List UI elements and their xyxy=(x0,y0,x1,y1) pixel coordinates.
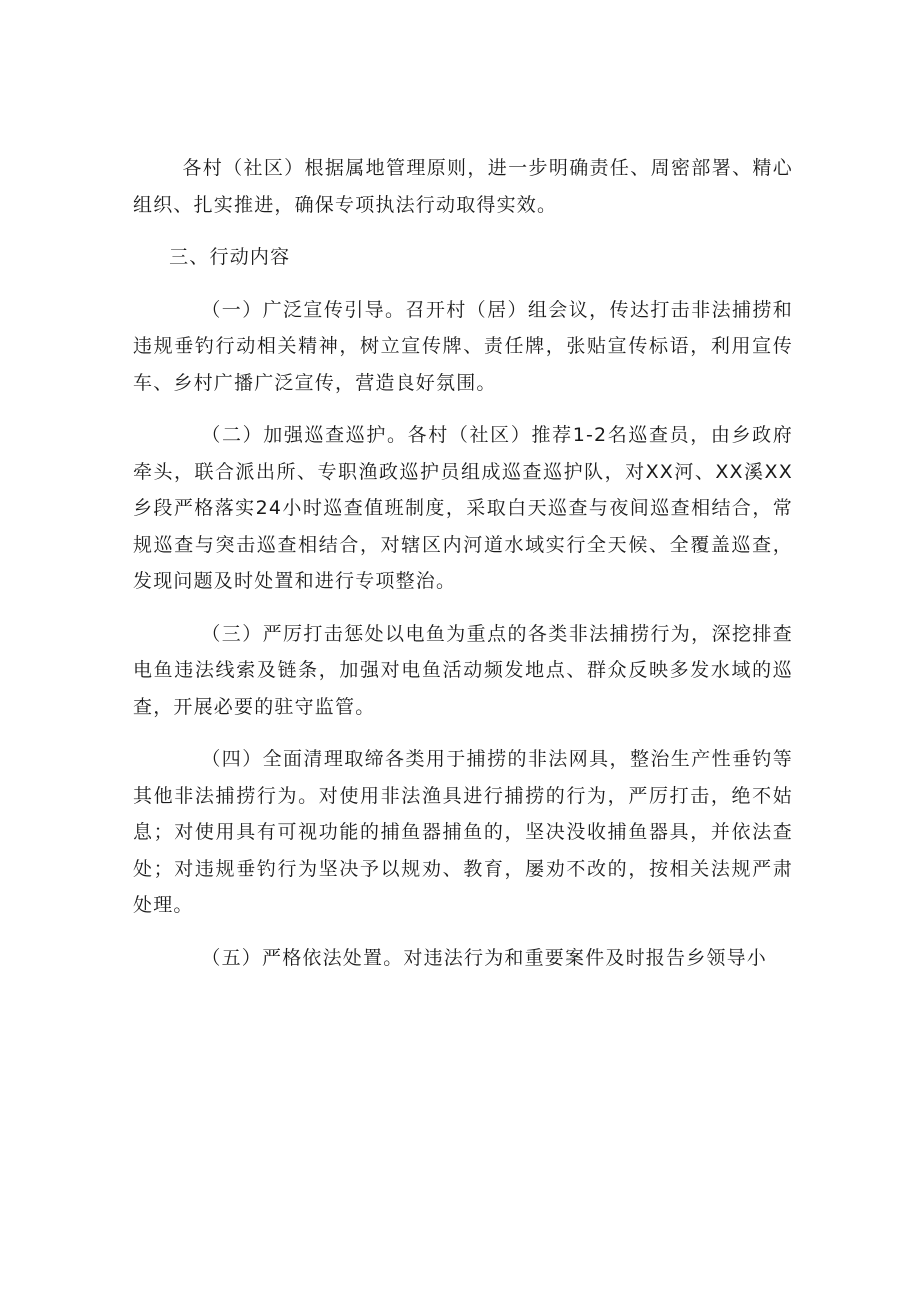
paragraph-electrofishing: （三）严厉打击惩处以电鱼为重点的各类非法捕捞行为，深挖排查电鱼违法线索及链条，加强对电鱼活动频发地点、群众反映多发水域的巡查，开展必要的驻守监管。 xyxy=(133,622,793,718)
paragraph-patrol: （二）加强巡查巡护。各村（社区）推荐1-2名巡查员，由乡政府牵头，联合派出所、专职渔政巡护员组成巡查巡护队，对XX河、XX溪XX乡段严格落实24小时巡查值班制度，采取白天巡查与夜间巡查相结合，常规巡查与突击巡查相结合，对辖区内河道水域实行全天候、全覆盖巡查，发现问题及时处置和进行专项整治。 xyxy=(133,424,793,592)
paragraph-responsibility: 各村（社区）根据属地管理原则，进一步明确责任、周密部署、精心组织、扎实推进，确保专项执法行动取得实效。 xyxy=(133,157,793,216)
paragraph-illegal-gear: （四）全面清理取缔各类用于捕捞的非法网具，整治生产性垂钓等其他非法捕捞行为。对使用非法渔具进行捕捞的行为，严厉打击，绝不姑息；对使用具有可视功能的捕鱼器捕鱼的，坚决没收捕鱼器具，并依法查处；对违规垂钓行为坚决予以规劝、教育，屡劝不改的，按相关法规严肃处理。 xyxy=(133,748,793,916)
paragraph-legal-handling: （五）严格依法处置。对违法行为和重要案件及时报告乡领导小 xyxy=(201,946,767,969)
section-heading-action-content: 三、行动内容 xyxy=(169,246,291,268)
document-body xyxy=(133,150,793,992)
paragraph-publicity: （一）广泛宣传引导。召开村（居）组会议，传达打击非法捕捞和违规垂钓行动相关精神，树立宣传牌、责任牌，张贴宣传标语，利用宣传车、乡村广播广泛宣传，营造良好氛围。 xyxy=(133,298,793,394)
